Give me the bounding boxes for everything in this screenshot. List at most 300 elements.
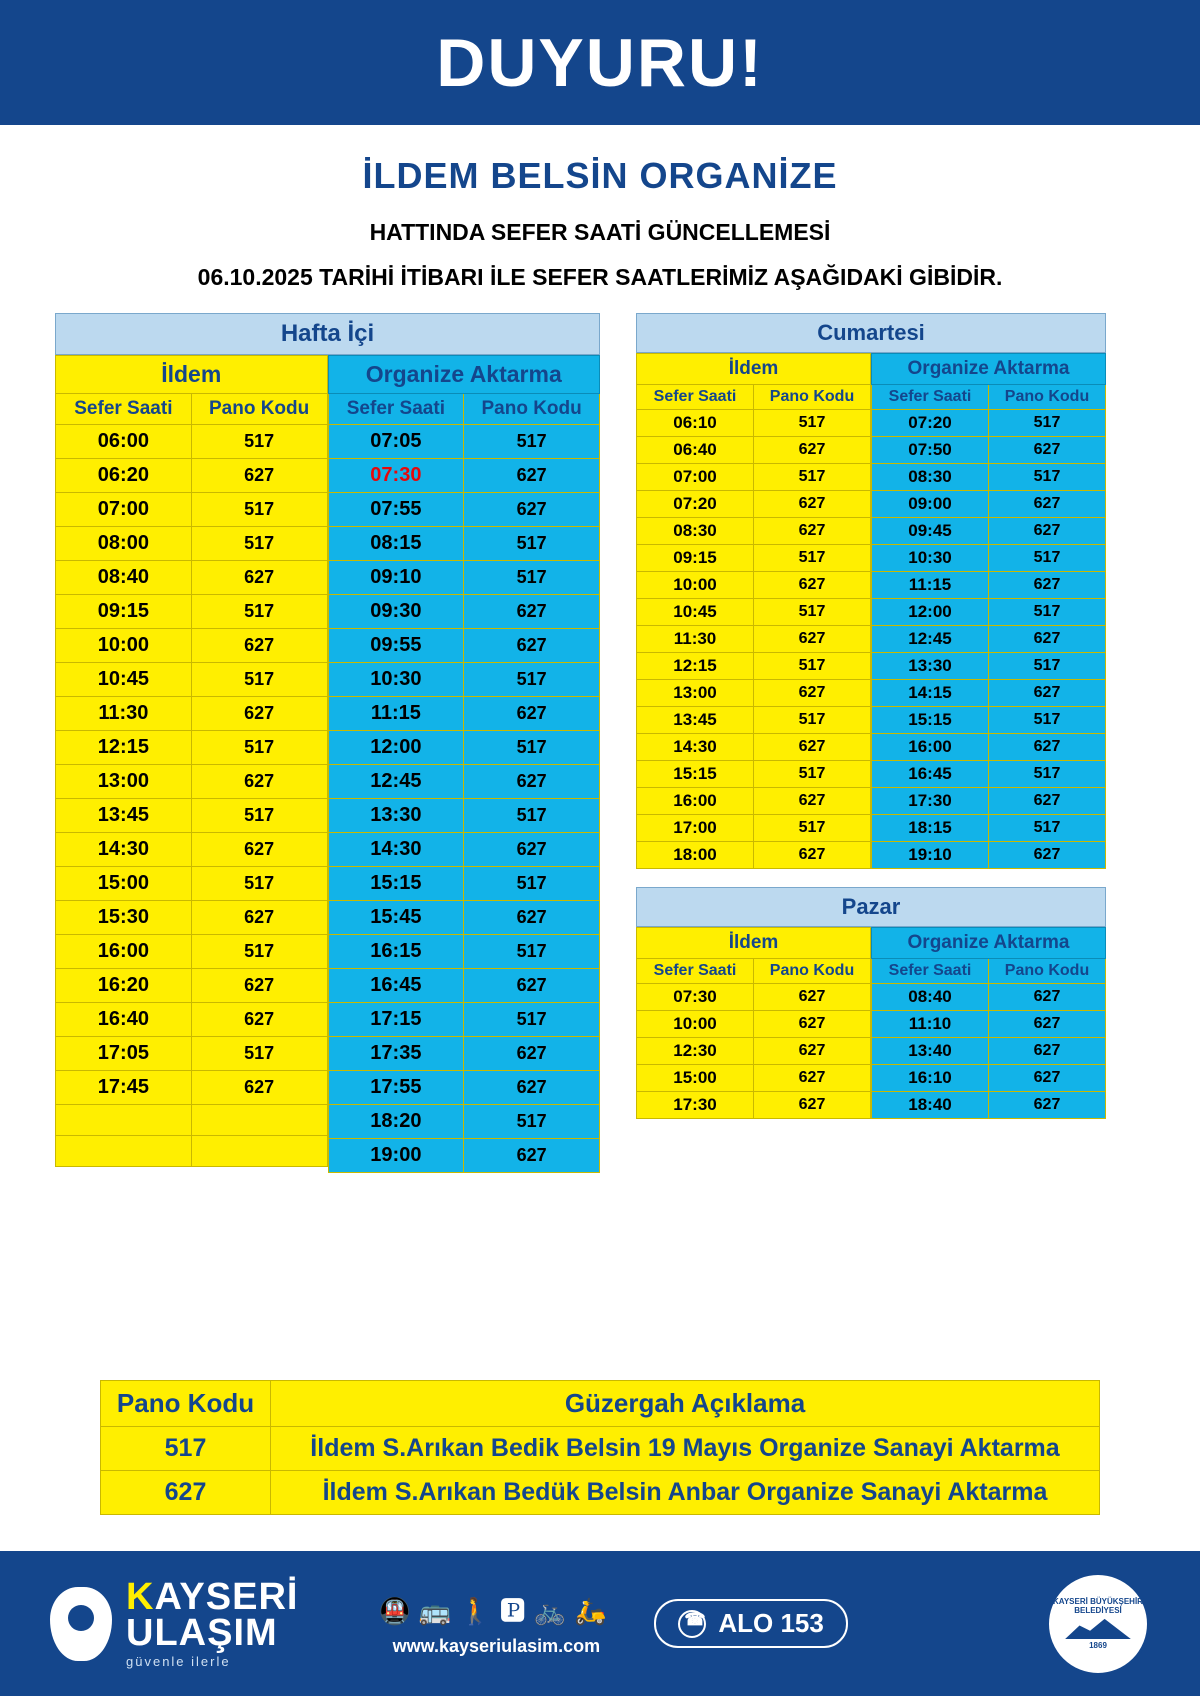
departure-time: 09:45 [872,518,989,545]
col-header-time: Sefer Saati [56,394,192,425]
col-header-code: Pano Kodu [754,385,871,410]
pano-code: 517 [191,663,327,697]
table-row [637,518,871,545]
departure-time: 07:00 [56,493,192,527]
table-row [328,1071,600,1105]
pano-code: 517 [989,815,1106,842]
departure-time: 11:30 [56,697,192,731]
table-row [56,1105,328,1136]
group-header-organize: Organize Aktarma [328,356,600,394]
table-row [637,984,871,1011]
table-row [328,425,600,459]
pano-code: 627 [989,984,1106,1011]
table-row [328,493,600,527]
departure-time: 08:40 [56,561,192,595]
table-row [872,464,1106,491]
pano-code: 517 [464,425,600,459]
pano-code: 517 [989,653,1106,680]
subtitle: HATTINDA SEFER SAATİ GÜNCELLEMESİ [369,219,831,245]
departure-time: 07:30 [637,984,754,1011]
departure-time: 16:20 [56,969,192,1003]
pano-code: 627 [464,459,600,493]
table-row [872,984,1106,1011]
pano-code: 627 [464,969,600,1003]
departure-time: 10:00 [637,572,754,599]
group-header-ildem: İldem [56,356,328,394]
group-header-ildem: İldem [637,928,871,959]
table-row [637,680,871,707]
pano-code: 517 [464,731,600,765]
departure-time: 06:00 [56,425,192,459]
pano-code: 627 [464,1037,600,1071]
pano-code: 517 [754,410,871,437]
location-pin-icon [50,1587,112,1661]
table-row [56,663,328,697]
table-row [56,765,328,799]
table-row [872,1065,1106,1092]
group-header-organize: Organize Aktarma [872,928,1106,959]
table-row [56,799,328,833]
table-row [637,842,871,869]
table-row [328,561,600,595]
pano-code: 627 [754,518,871,545]
departure-time: 17:30 [872,788,989,815]
legend-header-code: Pano Kodu [101,1381,271,1427]
departure-time: 13:00 [56,765,192,799]
departure-time: 17:35 [328,1037,464,1071]
pano-code: 517 [464,527,600,561]
pano-code: 627 [989,518,1106,545]
departure-time: 16:00 [56,935,192,969]
table-row [328,1105,600,1139]
table-row [56,459,328,493]
pano-code: 627 [989,1065,1106,1092]
pano-code: 627 [191,901,327,935]
table-row [56,561,328,595]
table-row [872,545,1106,572]
table-row [328,1003,600,1037]
weekend-block [636,313,1106,1173]
departure-time: 09:00 [872,491,989,518]
pano-code: 627 [464,1071,600,1105]
saturday-organize-table [871,353,1106,869]
col-header-code: Pano Kodu [191,394,327,425]
pano-code: 627 [464,1139,600,1173]
table-row [637,815,871,842]
pano-code: 517 [464,935,600,969]
weekday-ildem-table [55,355,328,1167]
departure-time: 16:00 [637,788,754,815]
pedestrian-icon: 🚶 [459,1595,500,1626]
departure-time: 13:30 [328,799,464,833]
table-row [328,833,600,867]
pano-code: 517 [191,527,327,561]
table-row [872,842,1106,869]
table-row [56,901,328,935]
departure-time: 18:00 [637,842,754,869]
departure-time: 11:10 [872,1011,989,1038]
table-row [637,1092,871,1119]
legend-header-desc: Güzergah Açıklama [271,1381,1100,1427]
pano-code: 517 [989,707,1106,734]
table-row [328,697,600,731]
departure-time: 11:15 [328,697,464,731]
departure-time: 09:15 [56,595,192,629]
table-row [56,629,328,663]
departure-time: 07:05 [328,425,464,459]
departure-time: 16:00 [872,734,989,761]
departure-time: 10:00 [637,1011,754,1038]
table-row [328,935,600,969]
departure-time: 17:45 [56,1071,192,1105]
pano-code: 627 [754,1092,871,1119]
table-row [56,867,328,901]
departure-time: 16:15 [328,935,464,969]
pano-code: 517 [754,707,871,734]
table-row [328,629,600,663]
table-row [637,1065,871,1092]
pano-code: 627 [989,842,1106,869]
table-row [637,491,871,518]
departure-time: 18:40 [872,1092,989,1119]
departure-time: 09:30 [328,595,464,629]
pano-code: 517 [989,410,1106,437]
group-header-organize: Organize Aktarma [872,354,1106,385]
pano-code: 517 [754,545,871,572]
table-row [328,1037,600,1071]
table-row [56,1003,328,1037]
col-header-time: Sefer Saati [872,385,989,410]
legend-code: 627 [101,1471,271,1515]
phone-icon [678,1610,706,1638]
title-block [0,125,1200,291]
table-row [56,969,328,1003]
departure-time: 19:10 [872,842,989,869]
pano-code: 517 [989,464,1106,491]
departure-time: 06:40 [637,437,754,464]
col-header-time: Sefer Saati [637,385,754,410]
table-row [637,707,871,734]
pano-code: 517 [191,799,327,833]
departure-time: 15:00 [637,1065,754,1092]
table-row [872,1038,1106,1065]
pano-code: 627 [989,626,1106,653]
pano-code: 627 [191,1071,327,1105]
table-row [637,761,871,788]
mountain-icon [1065,1617,1131,1639]
table-row [637,653,871,680]
pano-code: 517 [754,653,871,680]
table-row [328,765,600,799]
table-row [637,464,871,491]
pano-code: 627 [754,734,871,761]
table-row [872,788,1106,815]
departure-time: 16:40 [56,1003,192,1037]
pano-code: 627 [989,680,1106,707]
pano-code: 627 [989,572,1106,599]
table-row [637,734,871,761]
table-row [56,493,328,527]
weekday-organize-table [328,355,601,1173]
departure-time: 13:45 [56,799,192,833]
pano-code: 517 [989,761,1106,788]
departure-time: 07:30 [328,459,464,493]
departure-time: 10:30 [328,663,464,697]
departure-time: 08:15 [328,527,464,561]
departure-time: 15:15 [637,761,754,788]
departure-time: 18:15 [872,815,989,842]
col-header-time: Sefer Saati [872,959,989,984]
table-row [872,437,1106,464]
table-row [328,867,600,901]
pano-code: 627 [989,437,1106,464]
pano-code: 517 [464,1105,600,1139]
weekday-title: Hafta İçi [55,313,600,355]
table-row [328,731,600,765]
pano-code: 517 [754,815,871,842]
line-name: İLDEM BELSİN ORGANİZE [362,155,838,196]
departure-time: 17:00 [637,815,754,842]
col-header-time: Sefer Saati [637,959,754,984]
pano-code: 517 [754,761,871,788]
pano-code: 517 [754,464,871,491]
departure-time: 12:15 [56,731,192,765]
departure-time: 15:45 [328,901,464,935]
table-row [637,788,871,815]
pano-code: 517 [464,867,600,901]
table-row [872,815,1106,842]
table-row [56,1071,328,1105]
pano-code: 627 [989,491,1106,518]
weekday-block [55,313,600,1173]
table-row [872,653,1106,680]
pano-code: 517 [191,867,327,901]
departure-time: 17:05 [56,1037,192,1071]
departure-time: 14:30 [56,833,192,867]
departure-time: 09:15 [637,545,754,572]
pano-code [191,1136,327,1167]
col-header-code: Pano Kodu [989,385,1106,410]
table-row [872,761,1106,788]
departure-time: 16:45 [328,969,464,1003]
departure-time: 14:30 [328,833,464,867]
departure-time: 12:00 [872,599,989,626]
pano-code: 627 [989,1038,1106,1065]
scooter-icon: 🛵 [573,1595,615,1626]
table-row [56,731,328,765]
table-row [328,799,600,833]
pano-code: 627 [464,629,600,663]
table-row [56,1136,328,1167]
pano-code: 627 [989,788,1106,815]
legend-desc: İldem S.Arıkan Bedük Belsin Anbar Organize Sanayi Aktarma [271,1471,1100,1515]
departure-time: 18:20 [328,1105,464,1139]
departure-time: 10:00 [56,629,192,663]
pano-code: 627 [754,572,871,599]
table-row [637,1011,871,1038]
departure-time: 13:45 [637,707,754,734]
pano-code: 627 [754,626,871,653]
pano-code: 627 [464,493,600,527]
pano-code: 517 [191,935,327,969]
table-row [56,425,328,459]
sunday-title: Pazar [636,887,1106,927]
pano-code: 627 [989,1011,1106,1038]
departure-time: 16:10 [872,1065,989,1092]
seal-top-text: KAYSERİ BÜYÜKŞEHİR BELEDİYESİ [1053,1596,1143,1615]
departure-time: 07:50 [872,437,989,464]
pano-code: 627 [191,1003,327,1037]
pano-code: 627 [754,680,871,707]
departure-time: 13:30 [872,653,989,680]
departure-time: 12:30 [637,1038,754,1065]
pano-code: 517 [464,799,600,833]
departure-time: 11:30 [637,626,754,653]
table-row [637,572,871,599]
seal-year: 1869 [1089,1641,1107,1651]
pano-code: 627 [464,697,600,731]
departure-time: 07:00 [637,464,754,491]
table-row [56,935,328,969]
legend-code: 517 [101,1427,271,1471]
departure-time: 12:45 [328,765,464,799]
table-row [328,595,600,629]
departure-time: 12:45 [872,626,989,653]
departure-time: 08:30 [872,464,989,491]
departure-time: 07:20 [637,491,754,518]
sunday-ildem-table [636,927,871,1119]
pano-code: 627 [464,595,600,629]
pano-code: 627 [989,1092,1106,1119]
departure-time: 17:55 [328,1071,464,1105]
brand-slogan: güvenle ilerle [126,1653,231,1669]
col-header-code: Pano Kodu [754,959,871,984]
legend-desc: İldem S.Arıkan Bedik Belsin 19 Mayıs Organize Sanayi Aktarma [271,1427,1100,1471]
pano-code: 517 [191,493,327,527]
table-row [328,1139,600,1173]
table-row [637,410,871,437]
municipality-seal [1046,1572,1150,1676]
footer-bar [0,1551,1200,1696]
parking-icon: 🅿 [499,1595,534,1626]
banner-title: DUYURU! [436,24,764,101]
table-row [872,491,1106,518]
hotline-badge[interactable] [654,1599,848,1648]
pano-code: 517 [191,1037,327,1071]
pano-code: 627 [191,561,327,595]
col-header-time: Sefer Saati [328,394,464,425]
pano-code: 517 [754,599,871,626]
departure-time: 15:15 [872,707,989,734]
departure-time: 07:20 [872,410,989,437]
pano-code: 517 [989,599,1106,626]
bicycle-icon: 🚲 [533,1595,574,1626]
tram-icon: 🚇 [378,1595,419,1626]
pano-code: 627 [754,437,871,464]
table-row [56,595,328,629]
pano-code: 627 [754,788,871,815]
departure-time: 06:10 [637,410,754,437]
departure-time: 13:40 [872,1038,989,1065]
table-row [56,833,328,867]
pano-code: 517 [191,425,327,459]
pano-code: 627 [989,734,1106,761]
departure-time: 12:15 [637,653,754,680]
pano-code: 627 [464,765,600,799]
pano-code: 627 [191,697,327,731]
saturday-ildem-table [636,353,871,869]
pano-code: 627 [754,491,871,518]
departure-time: 10:45 [637,599,754,626]
table-row [872,626,1106,653]
table-row [56,697,328,731]
hotline-label: ALO 153 [718,1608,824,1638]
departure-time: 09:55 [328,629,464,663]
date-note: 06.10.2025 TARİHİ İTİBARI İLE SEFER SAATLERİMİZ AŞAĞIDAKİ GİBİDİR. [197,264,1003,290]
table-row [872,680,1106,707]
departure-time: 16:45 [872,761,989,788]
pano-code: 627 [754,1038,871,1065]
pano-code: 517 [191,595,327,629]
pano-code: 517 [464,561,600,595]
departure-time: 10:45 [56,663,192,697]
table-row [328,663,600,697]
pano-code: 627 [754,1011,871,1038]
table-row [637,1038,871,1065]
pano-code: 627 [754,984,871,1011]
website-label[interactable]: www.kayseriulasim.com [392,1635,601,1656]
departure-time: 15:30 [56,901,192,935]
table-row [872,1011,1106,1038]
departure-time: 08:30 [637,518,754,545]
table-row [101,1381,1100,1427]
pano-code [191,1105,327,1136]
departure-time: 17:30 [637,1092,754,1119]
departure-time: 08:00 [56,527,192,561]
departure-time: 11:15 [872,572,989,599]
brand-line-2: ULAŞIM [126,1611,278,1654]
departure-time: 07:55 [328,493,464,527]
header-banner [0,0,1200,125]
pano-code: 627 [754,842,871,869]
table-row [328,969,600,1003]
pano-code: 627 [464,901,600,935]
pano-code: 517 [989,545,1106,572]
pano-code: 517 [464,1003,600,1037]
table-row [872,599,1106,626]
table-row [872,572,1106,599]
departure-time: 10:30 [872,545,989,572]
kayseri-ulasim-logo [50,1575,299,1669]
departure-time: 13:00 [637,680,754,707]
table-row [328,459,600,493]
departure-time: 19:00 [328,1139,464,1173]
pano-code: 517 [191,731,327,765]
table-row [56,527,328,561]
table-row [637,545,871,572]
legend-table [100,1380,1100,1515]
departure-time: 15:15 [328,867,464,901]
transport-icons-block [378,1591,614,1657]
table-row [328,901,600,935]
transport-icons [378,1591,614,1628]
pano-code: 627 [464,833,600,867]
table-row [56,1037,328,1071]
table-row [872,707,1106,734]
departure-time: 14:15 [872,680,989,707]
schedule-area [0,313,1200,1173]
group-header-ildem: İldem [637,354,871,385]
